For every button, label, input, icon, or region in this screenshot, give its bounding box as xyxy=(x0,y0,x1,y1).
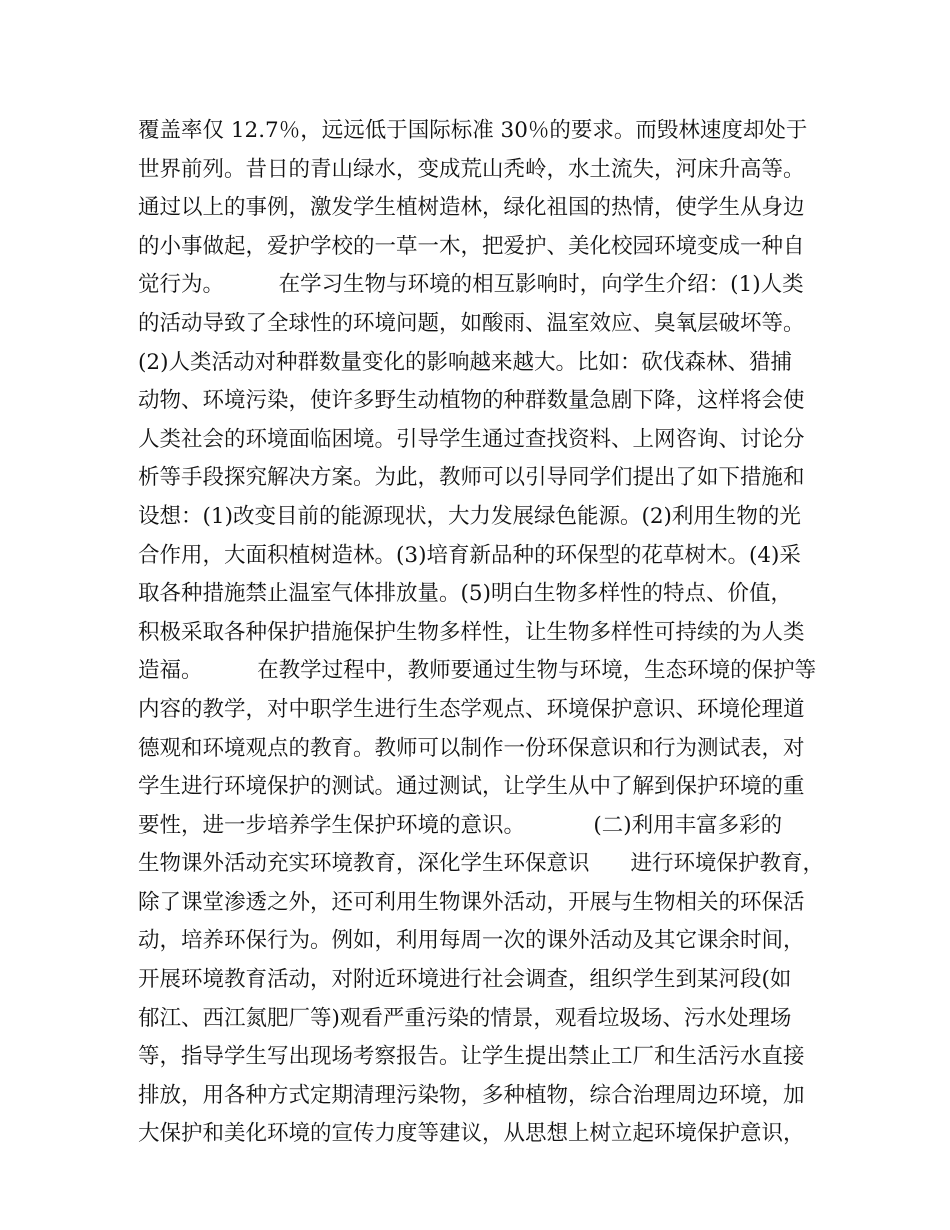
text-line-26: 排放，用各种方式定期清理污染物，多种植物，综合治理周边环境，加 xyxy=(138,1082,805,1108)
text-line-9: 人类社会的环境面临困境。引导学生通过查找资料、上网咨询、讨论分 xyxy=(138,426,805,452)
text-line-21: 除了课堂渗透之外，还可利用生物课外活动，开展与生物相关的环保活 xyxy=(138,889,805,915)
text-line-1: 覆盖率仅 12.7％，远远低于国际标准 30％的要求。而毁林速度却处于 xyxy=(138,118,808,143)
body-text xyxy=(138,112,828,1154)
text-line-25: 等，指导学生写出现场考察报告。让学生提出禁止工厂和生活污水直接 xyxy=(138,1044,805,1070)
text-line-12: 合作用，大面积植树造林。(3)培育新品种的环保型的花草树木。(4)采 xyxy=(138,542,801,568)
text-line-20: 生物课外活动充实环境教育，深化学生环保意识 进行环境保护教育， xyxy=(138,851,825,877)
text-line-15: 造福。 在教学过程中，教师要通过生物与环境，生态环境的保护等 xyxy=(138,658,817,684)
text-line-16: 内容的教学，对中职学生进行生态学观点、环境保护意识、环境伦理道 xyxy=(138,696,805,722)
text-line-24: 郁江、西江氮肥厂等)观看严重污染的情景，观看垃圾场、污水处理场 xyxy=(138,1005,792,1031)
text-line-13: 取各种措施禁止温室气体排放量。(5)明白生物多样性的特点、价值， xyxy=(138,581,792,607)
text-line-8: 动物、环境污染，使许多野生动植物的种群数量急剧下降，这样将会使 xyxy=(138,388,805,414)
text-line-27: 大保护和美化环境的宣传力度等建议，从思想上树立起环境保护意识， xyxy=(138,1121,805,1147)
text-line-2: 世界前列。昔日的青山绿水，变成荒山秃岭，水土流失，河床升高等。 xyxy=(138,156,805,182)
text-line-10: 析等手段探究解决方案。为此，教师可以引导同学们提出了如下措施和 xyxy=(138,465,805,491)
text-line-23: 开展环境教育活动，对附近环境进行社会调查，组织学生到某河段(如 xyxy=(138,967,792,993)
text-line-22: 动，培养环保行为。例如，利用每周一次的课外活动及其它课余时间， xyxy=(138,928,805,954)
text-line-18: 学生进行环境保护的测试。通过测试，让学生从中了解到保护环境的重 xyxy=(138,774,805,800)
text-line-6: 的活动导致了全球性的环境问题，如酸雨、温室效应、臭氧层破坏等。 xyxy=(138,310,805,336)
text-line-14: 积极采取各种保护措施保护生物多样性，让生物多样性可持续的为人类 xyxy=(138,619,805,645)
text-line-4: 的小事做起，爱护学校的一草一木，把爱护、美化校园环境变成一种自 xyxy=(138,233,805,259)
text-line-3: 通过以上的事例，激发学生植树造林，绿化祖国的热情，使学生从身边 xyxy=(138,195,805,221)
text-line-17: 德观和环境观点的教育。教师可以制作一份环保意识和行为测试表，对 xyxy=(138,735,805,761)
text-line-11: 设想：(1)改变目前的能源现状，大力发展绿色能源。(2)利用生物的光 xyxy=(138,503,801,529)
text-line-7: (2)人类活动对种群数量变化的影响越来越大。比如：砍伐森林、猎捕 xyxy=(138,349,792,375)
text-line-19: 要性，进一步培养学生保护环境的意识。 (二)利用丰富多彩的 xyxy=(138,812,783,838)
text-line-5: 觉行为。 在学习生物与环境的相互影响时，向学生介绍：(1)人类 xyxy=(138,272,804,298)
